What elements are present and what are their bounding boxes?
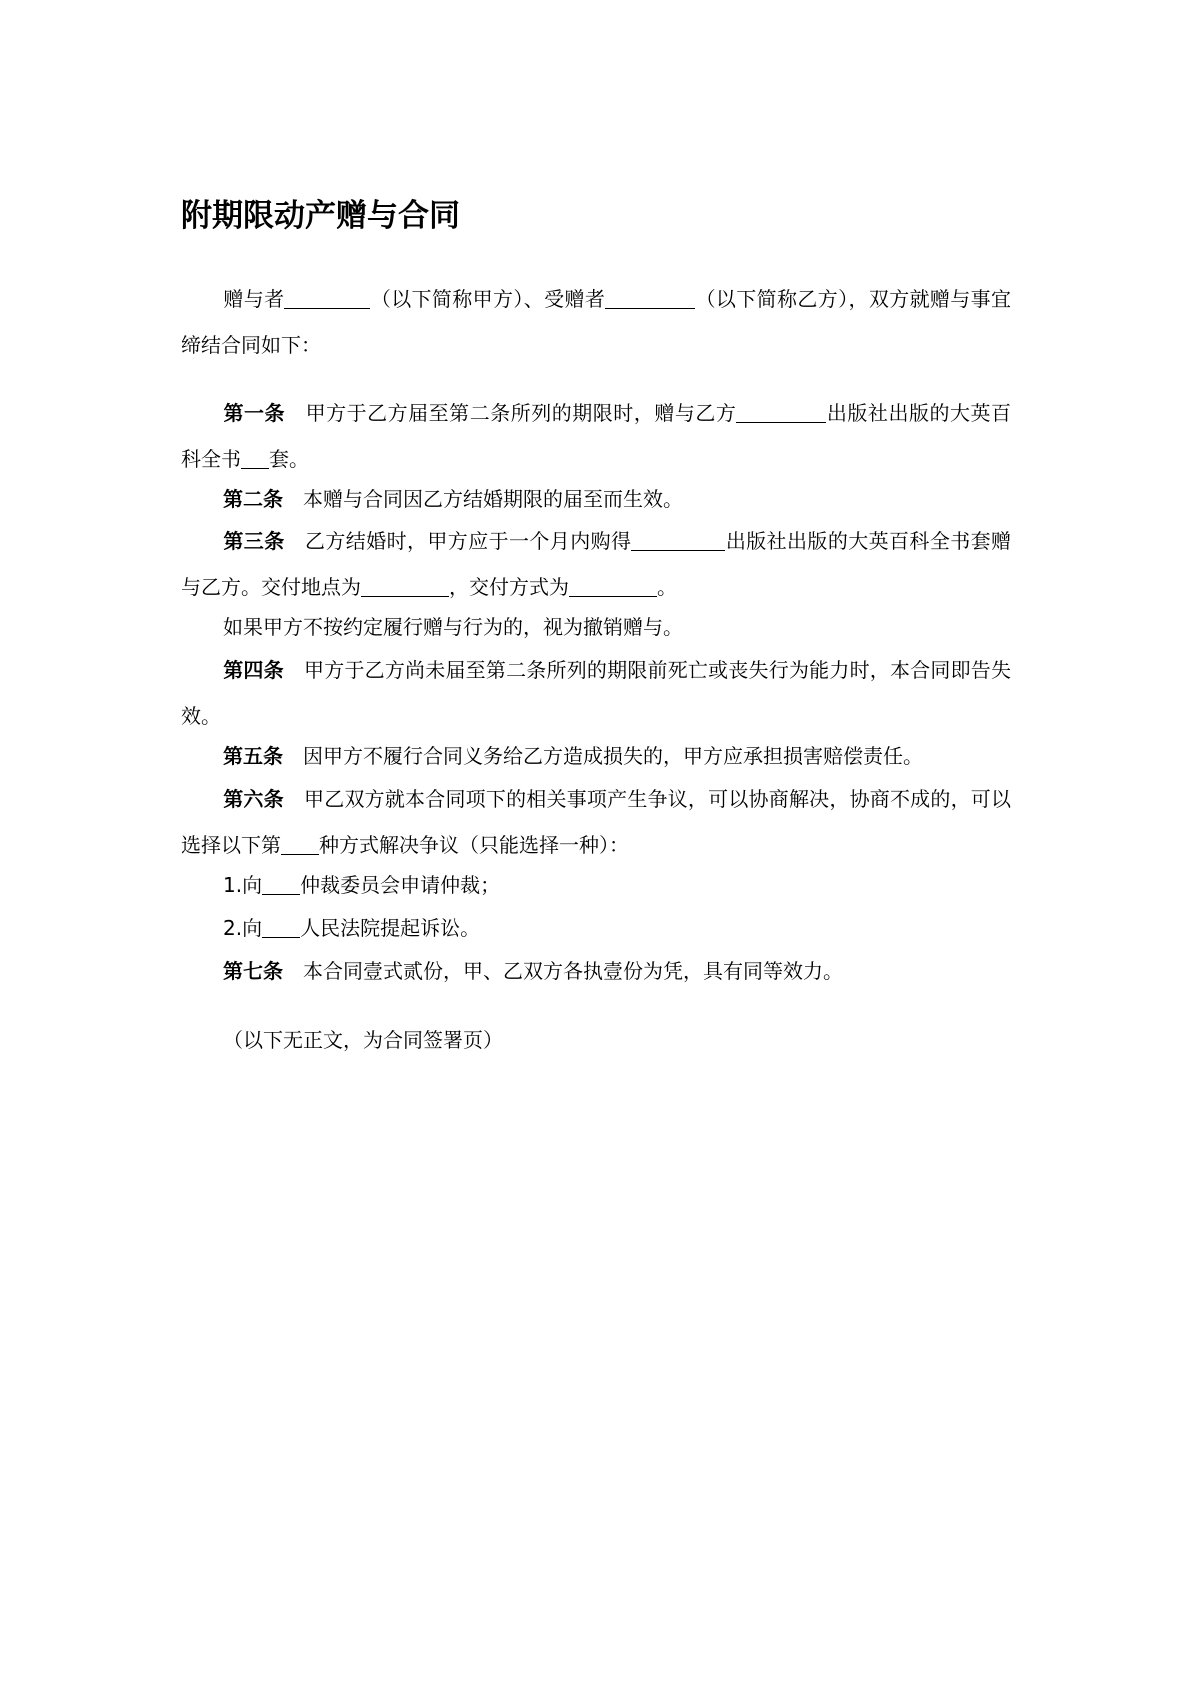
article-text: 种方式解决争议（只能选择一种）： bbox=[319, 833, 629, 857]
option-text: 仲裁委员会申请仲裁； bbox=[300, 873, 501, 897]
article-label: 第三条 bbox=[223, 529, 285, 553]
option-2 bbox=[181, 905, 1011, 951]
article-text: 套。 bbox=[269, 447, 309, 471]
option-text: 2.向 bbox=[223, 916, 263, 940]
article-label: 第七条 bbox=[223, 959, 283, 983]
article-text: 出版社出版的大英百科全书 bbox=[181, 401, 1012, 471]
article-label: 第二条 bbox=[223, 487, 283, 511]
article-1 bbox=[181, 390, 1011, 482]
article-6 bbox=[181, 776, 1011, 868]
donee-blank[interactable] bbox=[605, 288, 695, 309]
article-label: 第六条 bbox=[223, 787, 284, 811]
option-text: 人民法院提起诉讼。 bbox=[300, 916, 481, 940]
option-text: 1.向 bbox=[223, 873, 263, 897]
method-choice-blank[interactable] bbox=[281, 834, 319, 855]
publisher-blank[interactable] bbox=[736, 402, 826, 423]
article-text: 乙方结婚时，甲方应于一个月内购得 bbox=[304, 529, 632, 553]
article-label: 第四条 bbox=[223, 658, 284, 682]
article-text: 甲方于乙方尚未届至第二条所列的期限前死亡或丧失行为能力时，本合同即告失效。 bbox=[181, 658, 1012, 728]
document-title: 附期限动产赠与合同 bbox=[181, 198, 460, 234]
intro-paragraph bbox=[181, 276, 1011, 368]
article-text: 甲方于乙方届至第二条所列的期限时，赠与乙方 bbox=[305, 401, 737, 425]
arbitration-blank[interactable] bbox=[262, 874, 300, 895]
footer-note bbox=[181, 1017, 1011, 1063]
delivery-method-blank[interactable] bbox=[569, 576, 657, 597]
footer-note-text: （以下无正文，为合同签署页） bbox=[223, 1028, 503, 1052]
article-4 bbox=[181, 647, 1011, 739]
donor-blank[interactable] bbox=[284, 288, 370, 309]
article-text: ，交付方式为 bbox=[449, 575, 569, 599]
article-text: 本合同壹式贰份，甲、乙双方各执壹份为凭，具有同等效力。 bbox=[303, 959, 843, 983]
article-label: 第五条 bbox=[223, 744, 283, 768]
article-text: 本赠与合同因乙方结婚期限的届至而生效。 bbox=[303, 487, 683, 511]
article-text: 因甲方不履行合同义务给乙方造成损失的，甲方应承担损害赔偿责任。 bbox=[303, 744, 923, 768]
article-3 bbox=[181, 518, 1011, 610]
article-text: 如果甲方不按约定履行赠与行为的，视为撤销赠与。 bbox=[223, 615, 683, 639]
publisher-blank[interactable] bbox=[631, 530, 725, 551]
intro-text: （以下简称甲方）、受赠者 bbox=[370, 287, 606, 311]
intro-text: 赠与者 bbox=[223, 287, 285, 311]
option-1 bbox=[181, 862, 1011, 908]
article-7 bbox=[181, 948, 1011, 994]
intro-text: （以下简称乙方），双方就赠与事宜缔结合同如下： bbox=[181, 287, 1012, 357]
article-text: 甲乙双方就本合同项下的相关事项产生争议，可以协商解决，协商不成的，可以选择以下第 bbox=[181, 787, 1012, 857]
sets-blank[interactable] bbox=[241, 448, 269, 469]
article-text: 出版社出版的大英百科全书套赠与乙方。交付地点为 bbox=[181, 529, 1012, 599]
delivery-place-blank[interactable] bbox=[361, 576, 449, 597]
article-5 bbox=[181, 733, 1011, 779]
article-text: 。 bbox=[657, 575, 677, 599]
article-3-sub bbox=[181, 604, 1011, 650]
article-label: 第一条 bbox=[223, 401, 286, 425]
article-2 bbox=[181, 476, 1011, 522]
court-blank[interactable] bbox=[262, 917, 300, 938]
